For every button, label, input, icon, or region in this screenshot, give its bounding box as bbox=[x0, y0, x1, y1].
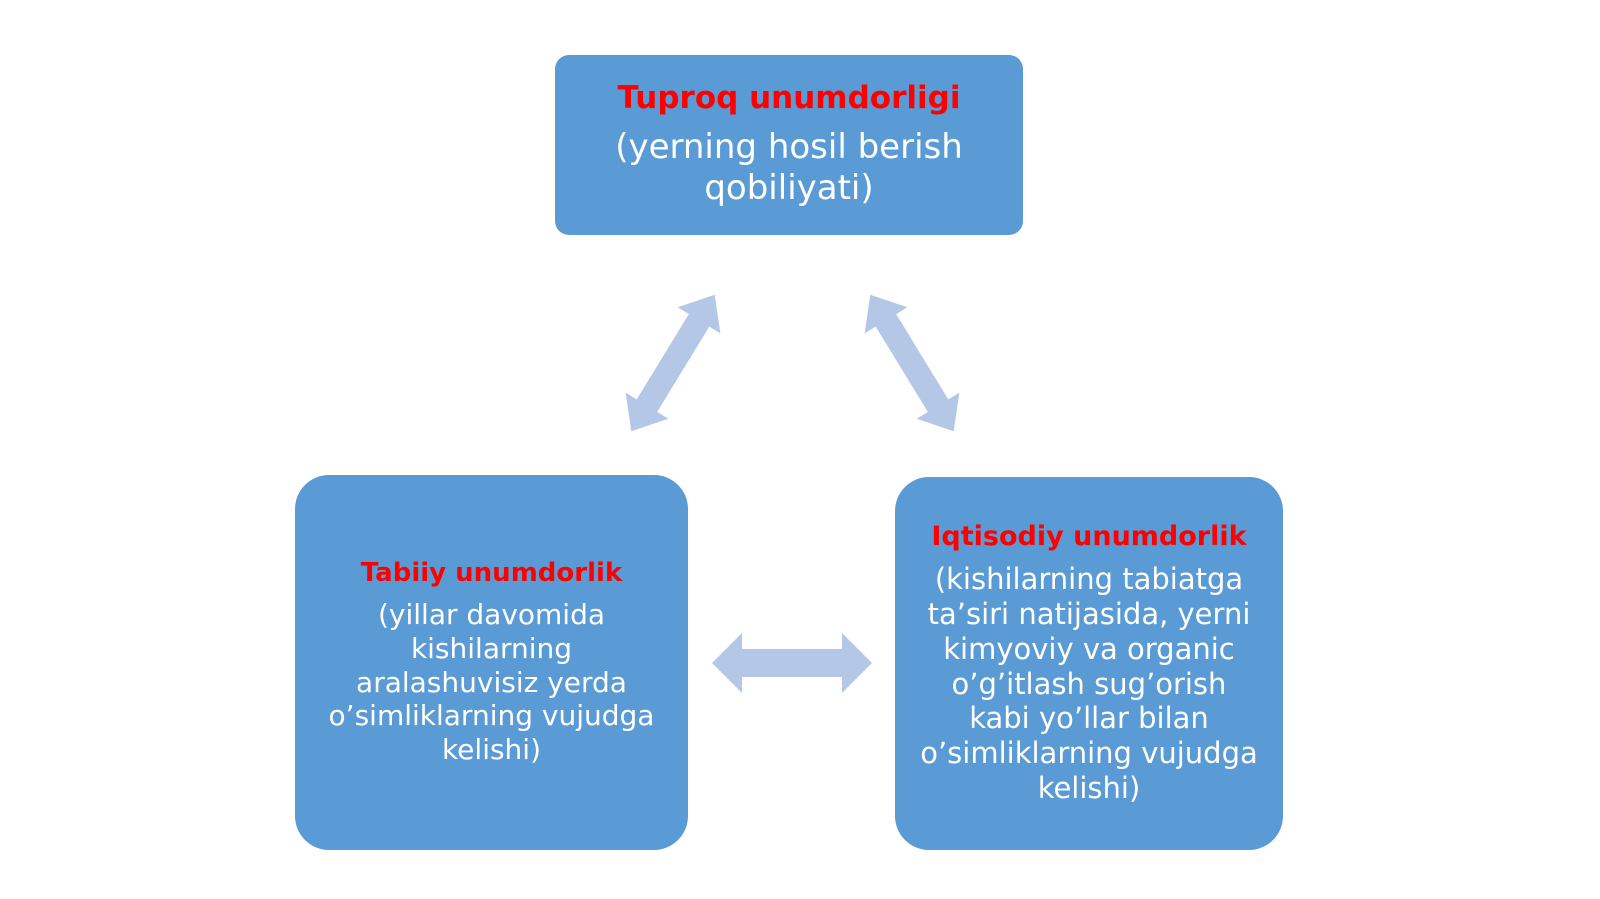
right-box-description: (kishilarning tabiatga ta’siri natijasida, yerni kimyoviy va organic o’g’itlash sug’orish kabi yo’llar bilan o’simliklarning vujudga kelishi) bbox=[920, 562, 1258, 806]
top-right-double-arrow bbox=[849, 282, 975, 445]
left-box-title: Tabiiy unumdorlik bbox=[360, 557, 623, 588]
right-box-title: Iqtisodiy unumdorlik bbox=[931, 521, 1247, 553]
left-box-natural-fertility bbox=[295, 475, 688, 850]
top-box-description: (yerning hosil berish qobiliyati) bbox=[615, 127, 963, 208]
top-left-double-arrow bbox=[610, 282, 736, 445]
top-box-title: Tuproq unumdorligi bbox=[617, 80, 961, 117]
left-box-description: (yillar davomida kishilarning aralashuvisiz yerda o’simliklarning vujudga kelishi) bbox=[328, 598, 655, 766]
bottom-double-arrow bbox=[712, 633, 872, 693]
right-box-economic-fertility bbox=[895, 477, 1283, 850]
top-box-soil-fertility bbox=[555, 55, 1023, 235]
